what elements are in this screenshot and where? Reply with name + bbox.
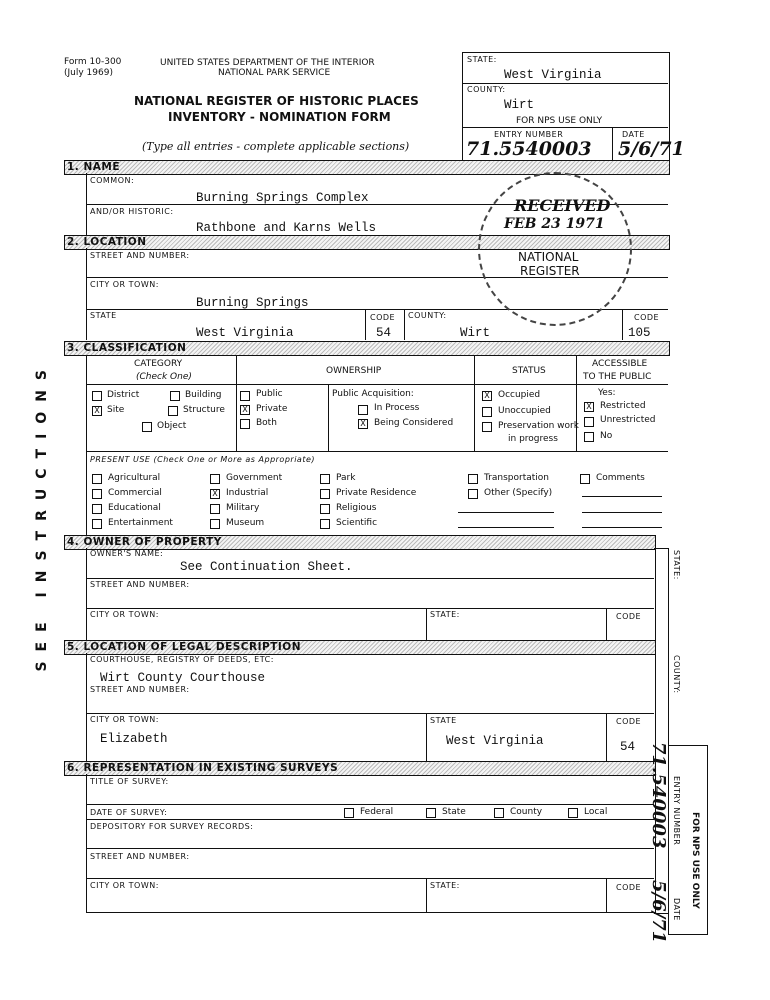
see-instructions: SEE INSTRUCTIONS: [34, 360, 50, 672]
use-checkbox-6[interactable]: [210, 504, 220, 514]
federal-checkbox[interactable]: [344, 808, 354, 818]
structure-checkbox[interactable]: [168, 406, 178, 416]
public-label: Public: [256, 389, 283, 399]
use-label-5: Industrial: [226, 488, 269, 498]
use-checkbox-7[interactable]: [210, 519, 220, 529]
use-checkbox-12[interactable]: [468, 474, 478, 484]
owner-state-label: STATE:: [430, 610, 460, 619]
form-title: NATIONAL REGISTER OF HISTORIC PLACES: [134, 94, 419, 108]
common-name: Burning Springs Complex: [196, 191, 369, 205]
being-considered-label: Being Considered: [374, 418, 454, 428]
survey-street-label: STREET AND NUMBER:: [90, 852, 190, 861]
state-code: 54: [376, 326, 392, 340]
hdr-county-label: COUNTY:: [467, 85, 506, 94]
side-nps-label: FOR NPS USE ONLY: [690, 812, 700, 909]
no-checkbox[interactable]: [584, 432, 594, 442]
preservation-label: Preservation work: [498, 421, 579, 431]
use-checkbox-9[interactable]: [320, 489, 330, 499]
unoccupied-checkbox[interactable]: [482, 407, 492, 417]
use-checkbox-1[interactable]: [92, 489, 102, 499]
courthouse-label: COURTHOUSE, REGISTRY OF DEEDS, ETC:: [90, 655, 274, 664]
use-label-10: Religious: [336, 503, 377, 513]
structure-label: Structure: [183, 405, 225, 415]
both-label: Both: [256, 418, 277, 428]
section-classification-bar: 3. CLASSIFICATION: [64, 341, 670, 356]
present-use-label: PRESENT USE (Check One or More as Appropriate): [90, 455, 315, 464]
legal-street-label: STREET AND NUMBER:: [90, 685, 190, 694]
federal-label: Federal: [360, 807, 394, 817]
side-state-label: STATE:: [672, 550, 681, 580]
stamp-line1: NATIONAL: [518, 250, 579, 264]
state-survey-label: State: [442, 807, 466, 817]
use-label-1: Commercial: [108, 488, 162, 498]
section-owner-bar: 4. OWNER OF PROPERTY: [64, 535, 656, 550]
use-checkbox-10[interactable]: [320, 504, 330, 514]
object-label: Object: [157, 421, 187, 431]
use-checkbox-2[interactable]: [92, 504, 102, 514]
use-checkbox-11[interactable]: [320, 519, 330, 529]
depository-label: DEPOSITORY FOR SURVEY RECORDS:: [90, 822, 254, 831]
no-label: No: [600, 431, 613, 441]
in-process-label: In Process: [374, 403, 420, 413]
stamp-date: FEB 23 1971: [504, 216, 605, 232]
legal-state: West Virginia: [446, 734, 544, 748]
date-label: DATE: [622, 130, 645, 139]
courthouse: Wirt County Courthouse: [100, 671, 266, 685]
public-acquisition-label: Public Acquisition:: [332, 389, 414, 399]
owner-city-label: CITY OR TOWN:: [90, 610, 159, 619]
occupied-label: Occupied: [498, 390, 541, 400]
occupied-checkbox[interactable]: X: [482, 391, 492, 401]
object-checkbox[interactable]: [142, 422, 152, 432]
side-entry-label: ENTRY NUMBER: [672, 776, 681, 846]
unoccupied-label: Unoccupied: [498, 406, 551, 416]
common-label: COMMON:: [90, 176, 135, 185]
district-checkbox[interactable]: [92, 391, 102, 401]
owner-name-label: OWNER'S NAME:: [90, 549, 164, 558]
private-checkbox[interactable]: X: [240, 405, 250, 415]
local-survey-label: Local: [584, 807, 608, 817]
county-survey-checkbox[interactable]: [494, 808, 504, 818]
use-label-4: Government: [226, 473, 283, 483]
use-label-12: Transportation: [484, 473, 549, 483]
in-process-checkbox[interactable]: [358, 405, 368, 415]
street-label: STREET AND NUMBER:: [90, 251, 190, 260]
building-label: Building: [185, 390, 222, 400]
side-county-label: COUNTY:: [672, 655, 681, 694]
form-date: (July 1969): [64, 68, 113, 78]
use-label-6: Military: [226, 503, 260, 513]
use-label-8: Park: [336, 473, 356, 483]
use-label-14: Comments: [596, 473, 645, 483]
site-label: Site: [107, 405, 125, 415]
side-entry-hand: 71.540003: [648, 742, 669, 849]
survey-state-label: STATE:: [430, 881, 460, 890]
form-number: Form 10-300: [64, 57, 122, 67]
survey-title-label: TITLE OF SURVEY:: [90, 777, 169, 786]
stamp-received: RECEIVED: [514, 196, 611, 215]
legal-code: 54: [620, 740, 636, 754]
county-label: COUNTY:: [408, 311, 447, 320]
historic-name: Rathbone and Karns Wells: [196, 221, 377, 235]
legal-city-label: CITY OR TOWN:: [90, 715, 159, 724]
service-label: NATIONAL PARK SERVICE: [218, 68, 331, 78]
site-checkbox[interactable]: X: [92, 406, 102, 416]
section-legal-bar: 5. LOCATION OF LEGAL DESCRIPTION: [64, 640, 656, 655]
county-code-label: CODE: [634, 313, 660, 322]
private-label: Private: [256, 404, 288, 414]
county-code: 105: [628, 326, 651, 340]
preservation-checkbox[interactable]: [482, 422, 492, 432]
district-label: District: [107, 390, 140, 400]
county: Wirt: [460, 326, 491, 340]
survey-date-label: DATE OF SURVEY:: [90, 808, 168, 817]
owner-name: See Continuation Sheet.: [180, 560, 353, 574]
accessible-label: ACCESSIBLE: [592, 359, 648, 369]
public-checkbox[interactable]: [240, 391, 250, 401]
survey-code-label: CODE: [616, 883, 642, 892]
check-one-label: (Check One): [136, 372, 192, 382]
ownership-label: OWNERSHIP: [326, 366, 382, 376]
instructions-note: (Type all entries - complete applicable sections): [142, 140, 410, 153]
side-date-hand: 5/6/71: [648, 880, 669, 944]
hdr-state: West Virginia: [504, 68, 602, 82]
use-label-7: Museum: [226, 518, 265, 528]
use-label-13: Other (Specify): [484, 488, 553, 498]
in-progress-label: in progress: [508, 434, 558, 444]
section-name-bar: 1. NAME: [64, 160, 670, 175]
use-label-9: Private Residence: [336, 488, 417, 498]
use-label-3: Entertainment: [108, 518, 173, 528]
local-survey-checkbox[interactable]: [568, 808, 578, 818]
both-checkbox[interactable]: [240, 419, 250, 429]
stamp-line2: REGISTER: [520, 264, 580, 278]
city-label: CITY OR TOWN:: [90, 280, 159, 289]
legal-city: Elizabeth: [100, 732, 168, 746]
building-checkbox[interactable]: [170, 391, 180, 401]
entry-number-hand: 71.5540003: [466, 138, 592, 160]
owner-street-label: STREET AND NUMBER:: [90, 580, 190, 589]
use-label-2: Educational: [108, 503, 161, 513]
to-public-label: TO THE PUBLIC: [583, 372, 652, 382]
unrestricted-label: Unrestricted: [600, 415, 656, 425]
category-label: CATEGORY: [134, 359, 183, 369]
legal-code-label: CODE: [616, 717, 642, 726]
date-hand: 5/6/71: [618, 138, 685, 160]
nps-use-label: FOR NPS USE ONLY: [516, 116, 603, 126]
use-checkbox-3[interactable]: [92, 519, 102, 529]
county-survey-label: County: [510, 807, 543, 817]
owner-code-label: CODE: [616, 612, 642, 621]
form-subtitle: INVENTORY - NOMINATION FORM: [168, 110, 391, 124]
state-code-label: CODE: [370, 313, 396, 322]
use-checkbox-5[interactable]: X: [210, 489, 220, 499]
restricted-label: Restricted: [600, 401, 646, 411]
state-survey-checkbox[interactable]: [426, 808, 436, 818]
side-date-label: DATE: [672, 898, 681, 921]
yes-label: Yes:: [598, 388, 616, 398]
survey-city-label: CITY OR TOWN:: [90, 881, 159, 890]
historic-label: AND/OR HISTORIC:: [90, 207, 174, 216]
state-label: STATE: [90, 311, 117, 320]
hdr-county: Wirt: [504, 98, 535, 112]
legal-state-label: STATE: [430, 716, 457, 725]
status-label: STATUS: [512, 366, 546, 376]
use-checkbox-13[interactable]: [468, 489, 478, 499]
city: Burning Springs: [196, 296, 309, 310]
use-label-11: Scientific: [336, 518, 378, 528]
use-label-0: Agricultural: [108, 473, 161, 483]
section-location-bar: 2. LOCATION: [64, 235, 670, 250]
state: West Virginia: [196, 326, 294, 340]
use-checkbox-4[interactable]: [210, 474, 220, 484]
use-checkbox-0[interactable]: [92, 474, 102, 484]
use-checkbox-8[interactable]: [320, 474, 330, 484]
restricted-checkbox[interactable]: X: [584, 402, 594, 412]
entry-number-label: ENTRY NUMBER: [494, 130, 564, 139]
being-considered-checkbox[interactable]: X: [358, 419, 368, 429]
use-checkbox-14[interactable]: [580, 474, 590, 484]
section-surveys-bar: 6. REPRESENTATION IN EXISTING SURVEYS: [64, 761, 656, 776]
unrestricted-checkbox[interactable]: [584, 417, 594, 427]
hdr-state-label: STATE:: [467, 55, 497, 64]
dept-label: UNITED STATES DEPARTMENT OF THE INTERIOR: [160, 58, 375, 68]
